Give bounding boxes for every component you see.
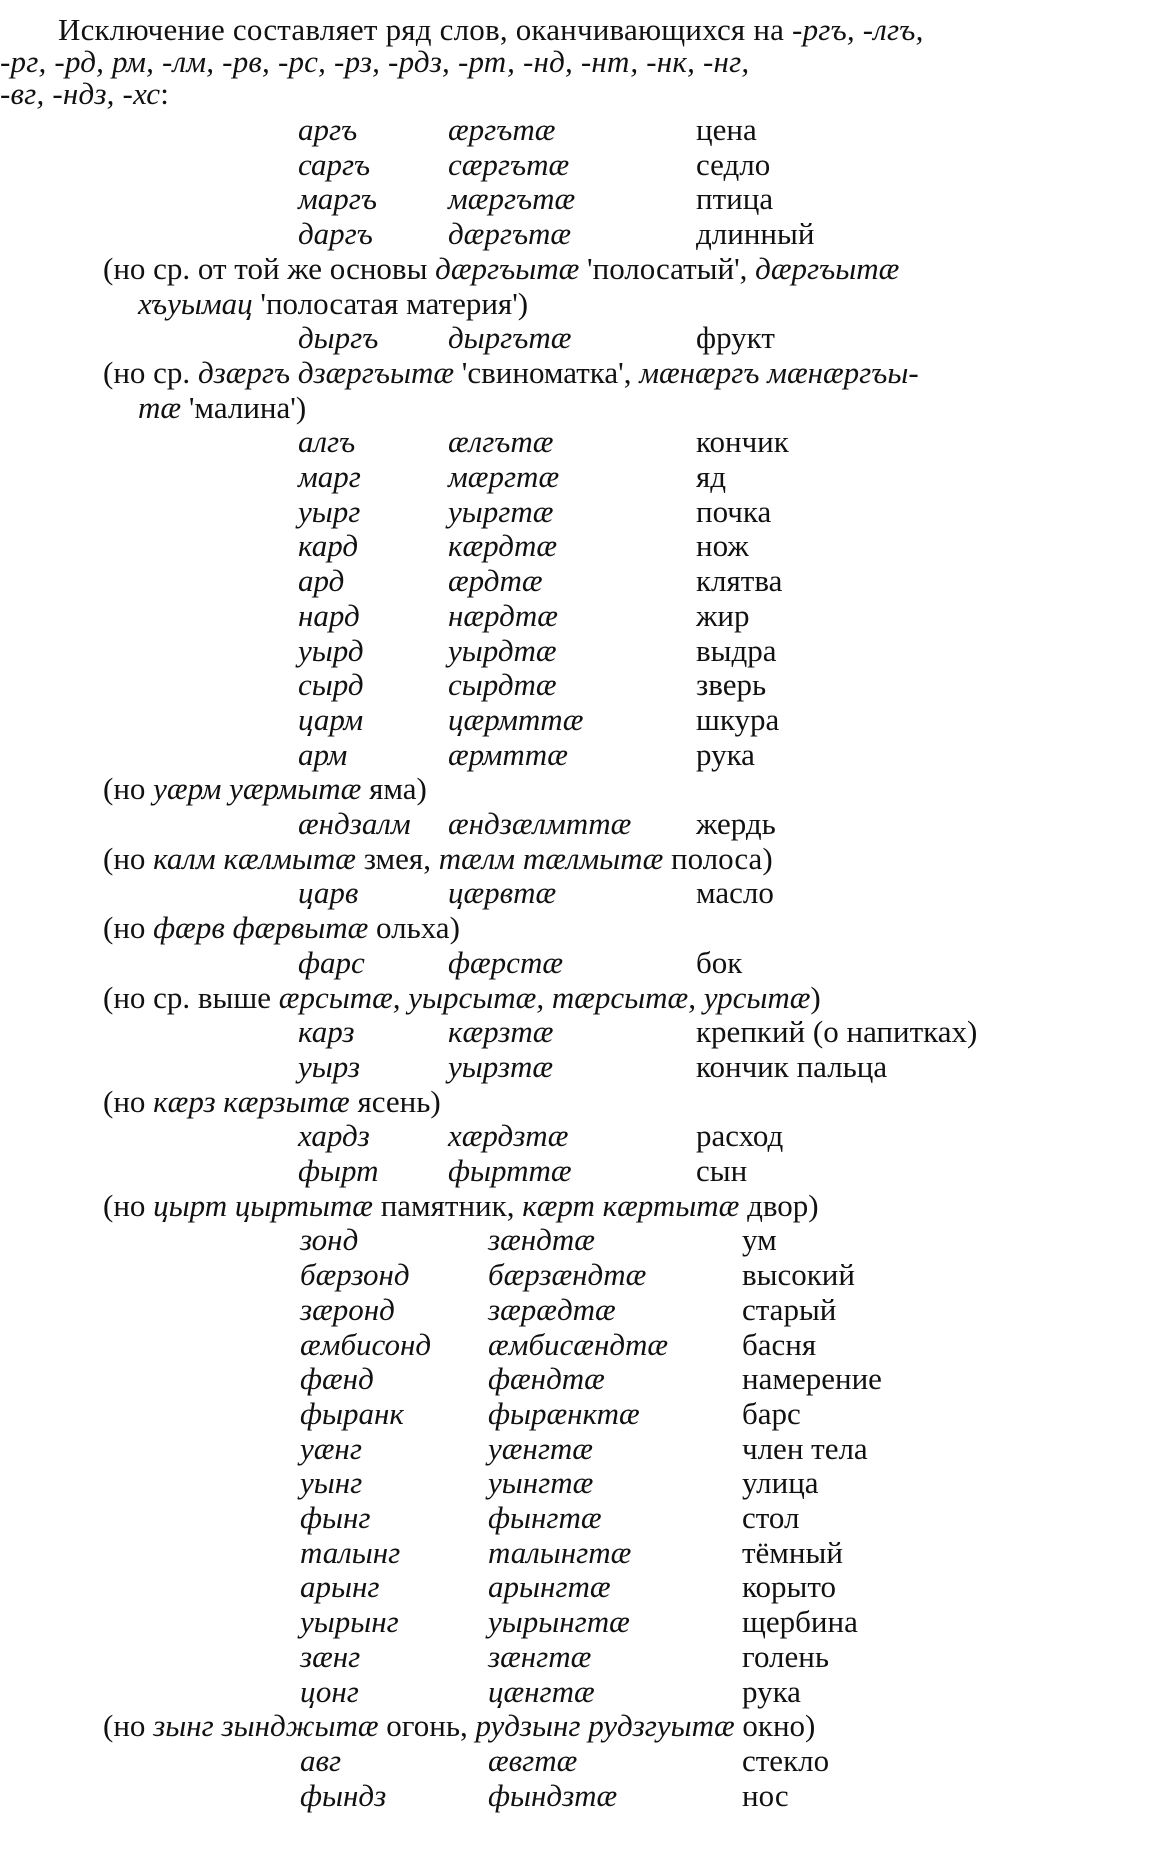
plural-word: уыргтæ xyxy=(448,494,554,529)
plural-word: уæнгтæ xyxy=(488,1431,593,1466)
translation: почка xyxy=(696,494,772,529)
translation: стекло xyxy=(742,1743,830,1778)
roman-run: (но xyxy=(103,1084,154,1119)
singular-word: дыргъ xyxy=(298,320,379,355)
plural-word: цæрвтæ xyxy=(448,875,557,910)
roman-run: 'малина') xyxy=(181,390,307,425)
singular-word: нард xyxy=(298,598,360,633)
roman-run: огонь, xyxy=(378,1708,476,1743)
italic-run: хъуымац xyxy=(138,286,253,321)
translation: птица xyxy=(696,181,774,216)
plural-word: цæрмттæ xyxy=(448,702,584,737)
singular-word: цонг xyxy=(300,1674,359,1709)
singular-word: уæнг xyxy=(300,1431,362,1466)
roman-run: (но xyxy=(103,841,154,876)
roman-run: : xyxy=(160,76,170,111)
plural-word: уырдтæ xyxy=(448,633,557,668)
italic-run: мæнæргъ мæнæргъы- xyxy=(639,355,919,390)
translation: старый xyxy=(742,1292,837,1327)
plural-word: уынгтæ xyxy=(488,1465,594,1500)
italic-run: дзæргъ дзæргъытæ xyxy=(197,355,455,390)
plural-word: хæрдзтæ xyxy=(448,1118,569,1153)
translation: яд xyxy=(696,459,727,494)
plural-word: æвгтæ xyxy=(488,1743,578,1778)
singular-word: авг xyxy=(300,1743,342,1778)
translation: жердь xyxy=(696,806,776,841)
singular-word: марг xyxy=(298,459,361,494)
singular-word: фынг xyxy=(300,1500,371,1535)
translation: щербина xyxy=(742,1604,858,1639)
singular-word: уырынг xyxy=(300,1604,399,1639)
singular-word: алгъ xyxy=(298,424,356,459)
translation: кончик пальца xyxy=(696,1049,888,1084)
translation: рука xyxy=(696,737,755,772)
plural-word: фæрстæ xyxy=(448,945,564,980)
translation: высокий xyxy=(742,1257,855,1292)
note-line xyxy=(103,1086,441,1117)
translation: стол xyxy=(742,1500,800,1535)
plural-word: æлгътæ xyxy=(448,424,554,459)
plural-word: æрмттæ xyxy=(448,737,568,772)
note-line xyxy=(103,1190,819,1221)
roman-run: 'свиноматка', xyxy=(454,355,640,390)
roman-run: (но ср. от той же основы xyxy=(103,251,436,286)
singular-word: бæрзонд xyxy=(300,1257,410,1292)
translation: сын xyxy=(696,1153,748,1188)
roman-run: окно) xyxy=(734,1708,816,1743)
singular-word: саргъ xyxy=(298,147,371,182)
italic-run: рудзынг рудзгуытæ xyxy=(475,1708,735,1743)
plural-word: сæргътæ xyxy=(448,147,570,182)
plural-word: арынгтæ xyxy=(488,1569,611,1604)
plural-word: æндзæлмттæ xyxy=(448,806,632,841)
italic-run: -ргъ, -лгъ, xyxy=(792,12,924,47)
translation: зверь xyxy=(696,667,767,702)
translation: цена xyxy=(696,112,757,147)
italic-run: дæргъытæ xyxy=(755,251,900,286)
translation: намерение xyxy=(742,1361,882,1396)
roman-run: (но xyxy=(103,771,154,806)
italic-run: фæрв фæрвытæ xyxy=(153,910,369,945)
translation: расход xyxy=(696,1118,784,1153)
translation: тёмный xyxy=(742,1535,843,1570)
singular-word: фындз xyxy=(300,1778,387,1813)
plural-word: уырынгтæ xyxy=(488,1604,630,1639)
translation: басня xyxy=(742,1327,817,1362)
note-line xyxy=(138,392,306,423)
singular-word: уырд xyxy=(298,633,364,668)
plural-word: зæрæдтæ xyxy=(488,1292,616,1327)
italic-run: зынг зынджытæ xyxy=(153,1708,379,1743)
singular-word: талынг xyxy=(300,1535,401,1570)
roman-run: (но xyxy=(103,910,154,945)
roman-run: двор) xyxy=(739,1188,819,1223)
translation: нос xyxy=(742,1778,789,1813)
italic-run: æрсытæ, уырсытæ, тæрсытæ, урсытæ xyxy=(278,980,811,1015)
plural-word: æмбисæндтæ xyxy=(488,1327,669,1362)
intro-line xyxy=(0,78,169,109)
intro-line xyxy=(58,14,924,45)
singular-word: æмбисонд xyxy=(300,1327,432,1362)
translation: барс xyxy=(742,1396,801,1431)
italic-run: уæрм уæрмытæ xyxy=(153,771,362,806)
singular-word: царв xyxy=(298,875,359,910)
plural-word: цæнгтæ xyxy=(488,1674,595,1709)
translation: бок xyxy=(696,945,743,980)
singular-word: арынг xyxy=(300,1569,380,1604)
singular-word: карз xyxy=(298,1014,355,1049)
roman-run: памятник, xyxy=(372,1188,523,1223)
plural-word: нæрдтæ xyxy=(448,598,558,633)
note-line xyxy=(138,288,528,319)
singular-word: арм xyxy=(298,737,348,772)
singular-word: ард xyxy=(298,563,345,598)
roman-run: (но xyxy=(103,1708,154,1743)
singular-word: хардз xyxy=(298,1118,370,1153)
roman-run: яма) xyxy=(361,771,427,806)
singular-word: фыранк xyxy=(300,1396,404,1431)
roman-run: (но ср. выше xyxy=(103,980,279,1015)
roman-run: 'полосатый', xyxy=(579,251,756,286)
note-line xyxy=(103,982,821,1013)
plural-word: мæргътæ xyxy=(448,181,576,216)
roman-run: Исключение составляет ряд слов, оканчивающихся на xyxy=(58,12,793,47)
roman-run: ясень) xyxy=(349,1084,441,1119)
plural-word: дыргътæ xyxy=(448,320,572,355)
plural-word: зæнгтæ xyxy=(488,1639,592,1674)
plural-word: кæрдтæ xyxy=(448,528,558,563)
plural-word: мæргтæ xyxy=(448,459,560,494)
plural-word: фырттæ xyxy=(448,1153,572,1188)
italic-run: тæлм тæлмытæ xyxy=(438,841,664,876)
plural-word: фæндтæ xyxy=(488,1361,605,1396)
note-line xyxy=(103,253,899,284)
italic-run: дæргъытæ xyxy=(435,251,580,286)
singular-word: даргъ xyxy=(298,216,373,251)
translation: корыто xyxy=(742,1569,836,1604)
note-line xyxy=(103,773,427,804)
roman-run: змея, xyxy=(356,841,439,876)
translation: ум xyxy=(742,1222,777,1257)
roman-run: ольха) xyxy=(368,910,460,945)
singular-word: зæронд xyxy=(300,1292,395,1327)
roman-run: (но ср. xyxy=(103,355,198,390)
translation: жир xyxy=(696,598,750,633)
singular-word: æндзалм xyxy=(298,806,411,841)
translation: седло xyxy=(696,147,771,182)
singular-word: кард xyxy=(298,528,359,563)
translation: рука xyxy=(742,1674,801,1709)
singular-word: уырз xyxy=(298,1049,360,1084)
plural-word: æргътæ xyxy=(448,112,556,147)
plural-word: фынгтæ xyxy=(488,1500,602,1535)
plural-word: талынгтæ xyxy=(488,1535,632,1570)
translation: масло xyxy=(696,875,774,910)
singular-word: аргъ xyxy=(298,112,358,147)
plural-word: æрдтæ xyxy=(448,563,543,598)
singular-word: фарс xyxy=(298,945,365,980)
roman-run: 'полосатая материя') xyxy=(252,286,529,321)
translation: кончик xyxy=(696,424,789,459)
plural-word: зæндтæ xyxy=(488,1222,595,1257)
plural-word: фындзтæ xyxy=(488,1778,618,1813)
translation: крепкий (о напитках) xyxy=(696,1014,978,1049)
italic-run: -вг, -ндз, -хс xyxy=(0,76,161,111)
italic-run: кæрт кæртытæ xyxy=(522,1188,740,1223)
translation: член тела xyxy=(742,1431,868,1466)
italic-run: кæрз кæрзытæ xyxy=(153,1084,350,1119)
translation: нож xyxy=(696,528,749,563)
singular-word: зонд xyxy=(300,1222,359,1257)
italic-run: калм кæлмытæ xyxy=(153,841,356,876)
singular-word: фырт xyxy=(298,1153,379,1188)
italic-run: тæ xyxy=(138,390,182,425)
translation: клятва xyxy=(696,563,783,598)
italic-run: цырт цыртытæ xyxy=(153,1188,373,1223)
roman-run: (но xyxy=(103,1188,154,1223)
translation: длинный xyxy=(696,216,815,251)
singular-word: зæнг xyxy=(300,1639,361,1674)
roman-run: полоса) xyxy=(663,841,773,876)
translation: улица xyxy=(742,1465,819,1500)
roman-run: ) xyxy=(810,980,821,1015)
plural-word: фырæнктæ xyxy=(488,1396,640,1431)
translation: выдра xyxy=(696,633,777,668)
note-line xyxy=(103,357,919,388)
translation: фрукт xyxy=(696,320,775,355)
plural-word: уырзтæ xyxy=(448,1049,554,1084)
singular-word: сырд xyxy=(298,667,364,702)
translation: голень xyxy=(742,1639,829,1674)
note-line xyxy=(103,1710,815,1741)
singular-word: уырг xyxy=(298,494,361,529)
singular-word: фæнд xyxy=(300,1361,374,1396)
intro-line xyxy=(0,46,749,77)
singular-word: уынг xyxy=(300,1465,363,1500)
italic-run: -рг, -рд, xyxy=(0,44,113,79)
plural-word: кæрзтæ xyxy=(448,1014,554,1049)
plural-word: бæрзæндтæ xyxy=(488,1257,647,1292)
plural-word: сырдтæ xyxy=(448,667,557,702)
plural-word: дæргътæ xyxy=(448,216,572,251)
singular-word: царм xyxy=(298,702,364,737)
note-line xyxy=(103,843,773,874)
italic-run: рм, -лм, -рв, -рс, -рз, -рдз, -рт, -нд, -нт, -нк, -нг, xyxy=(112,44,750,79)
translation: шкура xyxy=(696,702,780,737)
singular-word: маргъ xyxy=(298,181,377,216)
note-line xyxy=(103,912,460,943)
